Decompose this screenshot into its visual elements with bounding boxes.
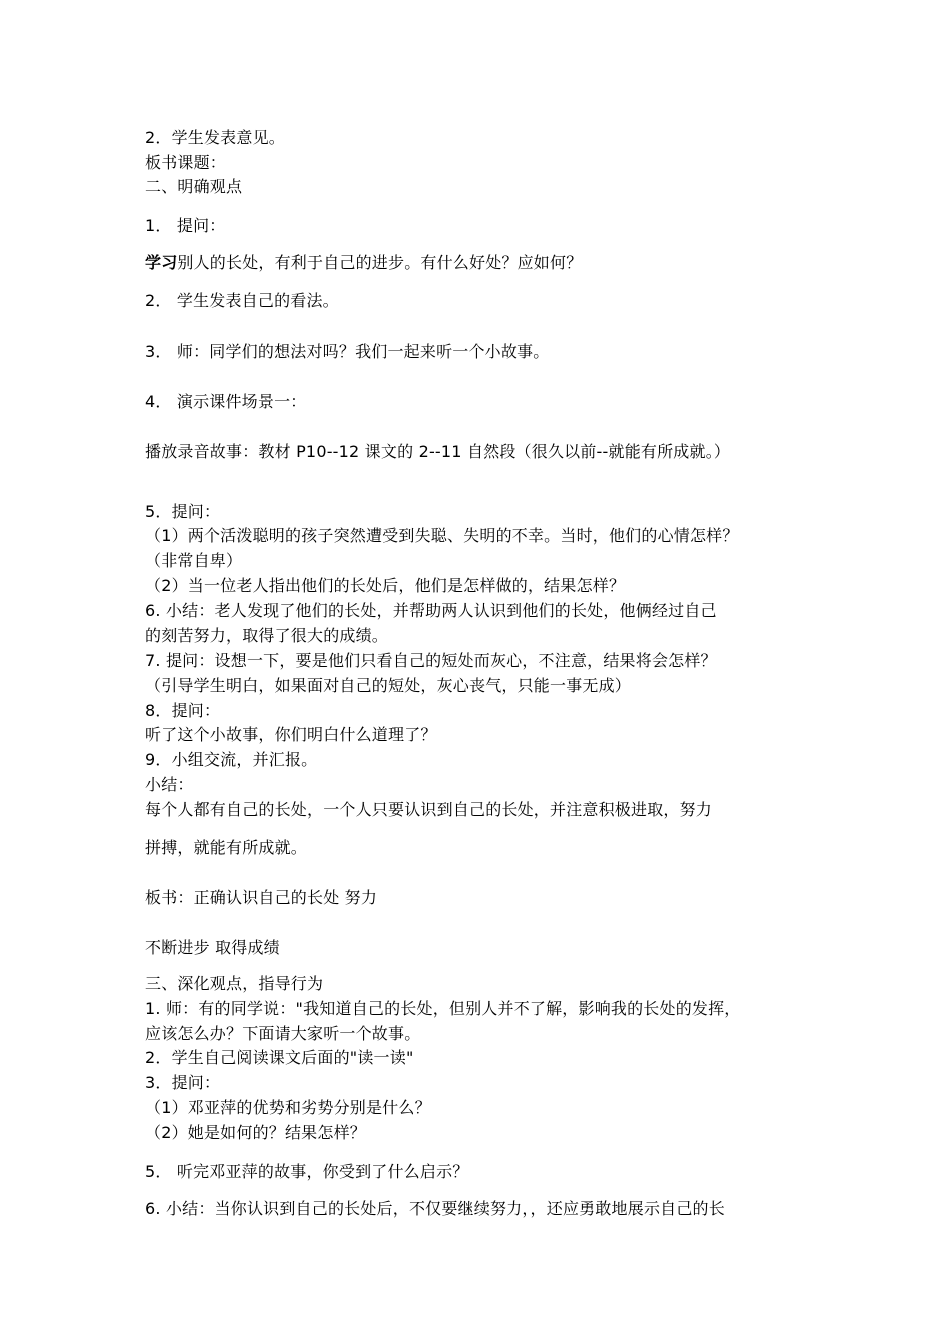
text-line: 8．提问： <box>145 701 221 720</box>
text-line: 6. 小结：老人发现了他们的长处，并帮助两人认识到他们的长处，他俩经过自己 <box>145 601 717 620</box>
text-line: 9．小组交流，并汇报。 <box>145 750 318 769</box>
text-line: 7. 提问：设想一下，要是他们只看自己的短处而灰心，不注意，结果将会怎样？ <box>145 651 717 670</box>
text-line: 播放录音故事：教材 P10--12 课文的 2--11 自然段（很久以前--就能有所成就。） <box>145 442 731 461</box>
text-line: （1）邓亚萍的优势和劣势分别是什么？ <box>145 1098 431 1117</box>
text-line: 3．提问： <box>145 1073 221 1092</box>
text-line: （2）她是如何的？结果怎样？ <box>145 1123 366 1142</box>
text-line: 不断进步 取得成绩 <box>145 938 280 957</box>
text-line: 1． 提问： <box>145 216 226 235</box>
text-line: 拼搏，就能有所成就。 <box>145 838 308 857</box>
text-line: （引导学生明白，如果面对自己的短处，灰心丧气，只能一事无成） <box>145 676 632 695</box>
text-line: 5． 听完邓亚萍的故事，你受到了什么启示？ <box>145 1162 469 1181</box>
text-line: 2． 学生发表自己的看法。 <box>145 291 339 310</box>
section-heading: 三、深化观点，指导行为 <box>145 974 324 993</box>
text-line: 2．学生自己阅读课文后面的"读一读" <box>145 1048 414 1067</box>
text-line: （2）当一位老人指出他们的长处后，他们是怎样做的，结果怎样？ <box>145 576 626 595</box>
text-line: （非常自卑） <box>145 551 243 570</box>
text-span: 别人的长处，有利于自己的进步。有什么好处？应如何？ <box>177 253 583 272</box>
section-heading: 二、明确观点 <box>145 177 243 196</box>
text-line: 听了这个小故事，你们明白什么道理了？ <box>145 725 437 744</box>
text-line: 6. 小结：当你认识到自己的长处后，不仅要继续努力，，还应勇敢地展示自己的长 <box>145 1199 725 1218</box>
text-line: 3． 师：同学们的想法对吗？我们一起来听一个小故事。 <box>145 342 550 361</box>
bold-term: 学习 <box>145 253 178 272</box>
text-line: 应该怎么办？下面请大家听一个故事。 <box>145 1024 421 1043</box>
text-line: 2．学生发表意见。 <box>145 128 285 147</box>
text-line: 板书课题： <box>145 153 227 172</box>
text-line: （1）两个活泼聪明的孩子突然遭受到失聪、失明的不幸。当时，他们的心情怎样？ <box>145 526 739 545</box>
text-line: 1. 师：有的同学说："我知道自己的长处，但别人并不了解，影响我的长处的发挥， <box>145 999 741 1018</box>
text-line <box>145 251 810 275</box>
text-line: 小结： <box>145 775 194 794</box>
text-line: 5．提问： <box>145 502 221 521</box>
text-line: 板书：正确认识自己的长处 努力 <box>145 888 378 907</box>
text-line: 每个人都有自己的长处，一个人只要认识到自己的长处，并注意积极进取，努力 <box>145 800 713 819</box>
text-line: 4． 演示课件场景一： <box>145 392 307 411</box>
text-line: 的刻苦努力，取得了很大的成绩。 <box>145 626 389 645</box>
